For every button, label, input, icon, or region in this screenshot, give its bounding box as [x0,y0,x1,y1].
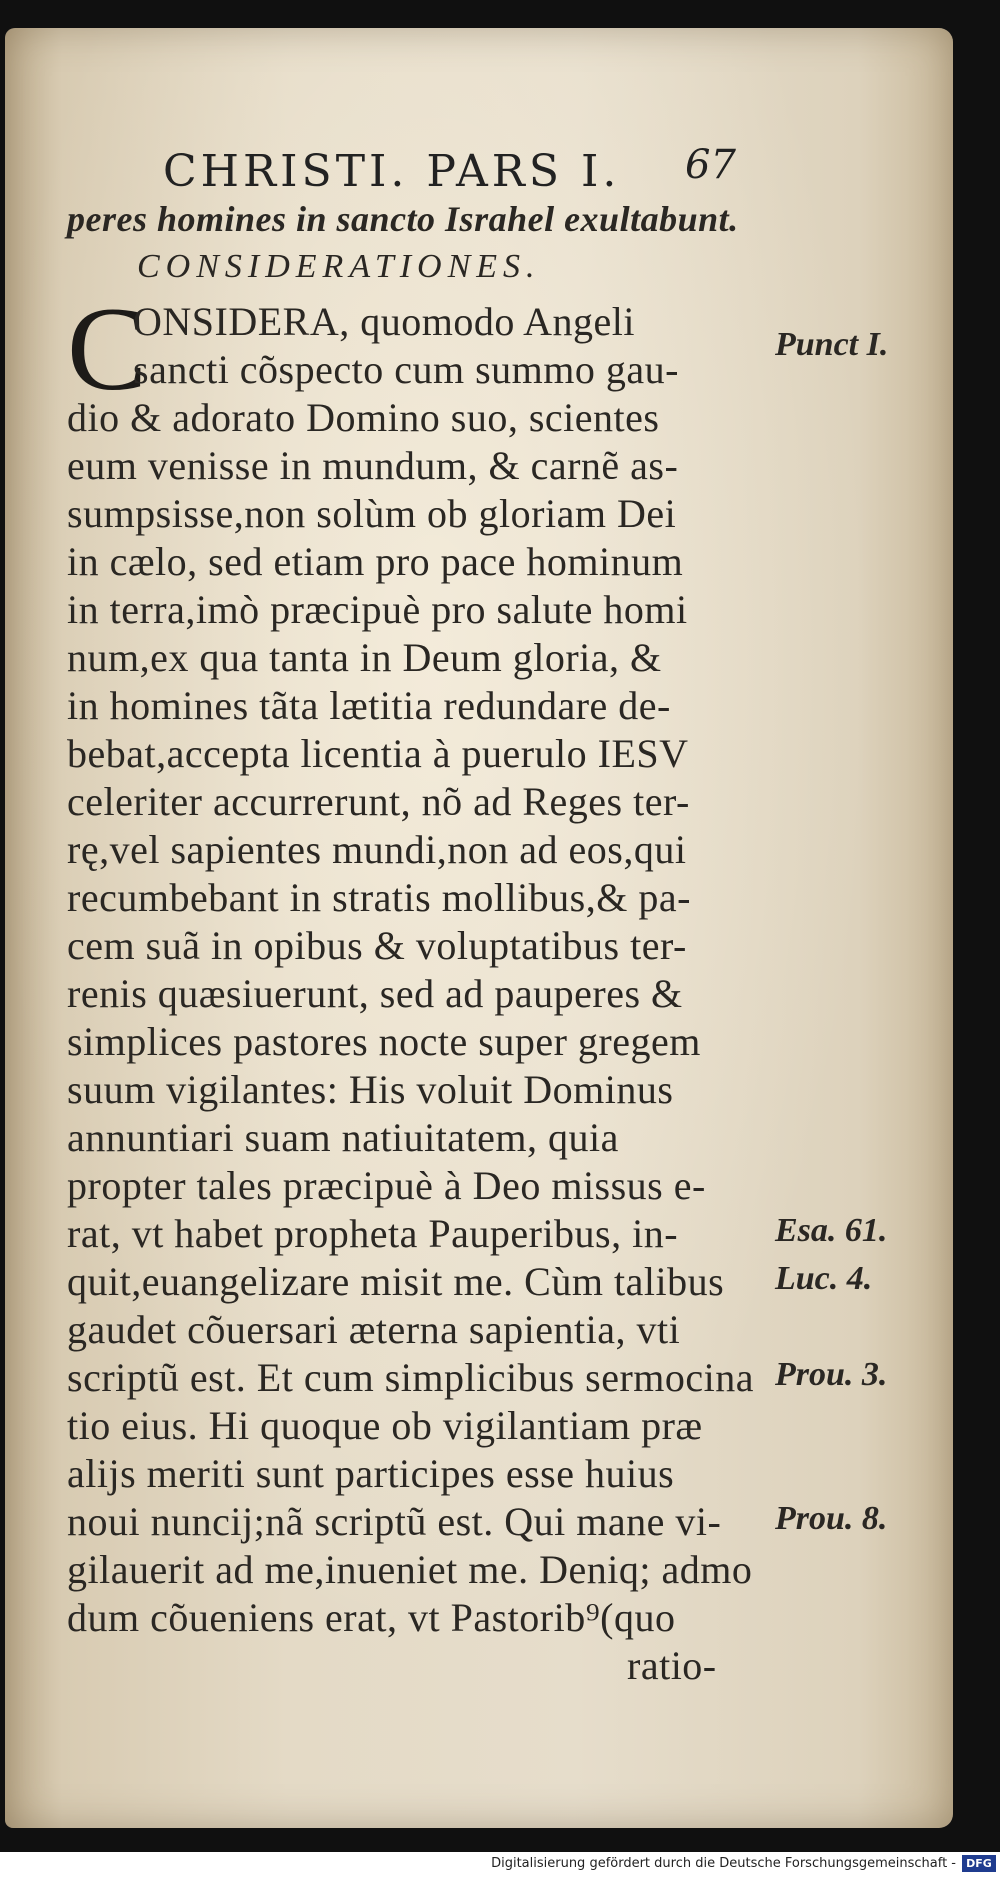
text-line: in cælo, sed etiam pro pace hominum [67,539,684,584]
text-line: quit,euangelizare misit me. Cùm talibus [67,1259,725,1304]
page-number: 67 [685,142,736,188]
running-head: CHRISTI. PARS I. [163,146,621,197]
margin-note: Esa. 61. [775,1212,888,1249]
text-line: peres homines in sancto Israhel exultabunt. [67,199,739,239]
book-page [5,28,953,1828]
footer-credit: Digitalisierung gefördert durch die Deutsche Forschungsgemeinschaft - [491,1856,956,1871]
text-line: sumpsisse,non solùm ob gloriam Dei [67,491,677,536]
text-line: bebat,accepta licentia à puerulo IESV [67,731,689,776]
text-line: alijs meriti sunt participes esse huius [67,1451,675,1496]
margin-note: Luc. 4. [775,1260,873,1297]
text-line: eum venisse in mundum, & carnẽ as- [67,443,679,488]
text-line: celeriter accurrerunt, nõ ad Reges ter- [67,779,690,824]
margin-note: Prou. 8. [775,1500,888,1537]
page-header [155,120,755,200]
margin-notes [775,28,955,1728]
text-line: gilauerit ad me,inueniet me. Deniq; admo [67,1547,753,1592]
drop-cap: C [67,282,148,415]
text-line: suum vigilantes: His voluit Dominus [67,1067,674,1112]
text-line: sancti cõspecto cum summo gau- [133,347,679,392]
dfg-logo: DFG [962,1855,996,1872]
text-line: ONSIDERA, quomodo Angeli [133,299,635,344]
text-line: simplices pastores nocte super gregem [67,1019,701,1064]
text-line: noui nuncij;nã scriptũ est. Qui mane vi- [67,1499,722,1544]
text-line: gaudet cõuersari æterna sapientia, vti [67,1307,681,1352]
margin-note: Prou. 3. [775,1356,888,1393]
footer-bar [0,1852,1000,1877]
catchword: ratio- [627,1643,717,1688]
text-line: dum cõueniens erat, vt Pastorib⁹(quo [67,1595,676,1640]
text-line: annuntiari suam natiuitatem, quia [67,1115,619,1160]
text-line: scriptũ est. Et cum simplicibus sermocina [67,1355,755,1400]
text-line: in homines tãta lætitia redundare de- [67,683,671,728]
text-line: renis quæsiuerunt, sed ad pauperes & [67,971,683,1016]
text-line: tio eius. Hi quoque ob vigilantiam præ [67,1403,703,1448]
text-line: recumbebant in stratis mollibus,& pa- [67,875,691,920]
text-line: rę,vel sapientes mundi,non ad eos,qui [67,827,687,872]
text-line: num,ex qua tanta in Deum gloria, & [67,635,662,680]
text-line: rat, vt habet propheta Pauperibus, in- [67,1211,679,1256]
section-heading: CONSIDERATIONES. [137,248,541,285]
text-line: in terra,imò præcipuè pro salute homi [67,587,688,632]
margin-note: Punct I. [775,326,889,363]
main-text [67,198,767,1698]
text-line: cem suã in opibus & voluptatibus ter- [67,923,687,968]
text-line: propter tales præcipuè à Deo missus e- [67,1163,706,1208]
text-line: dio & adorato Domino suo, scientes [67,395,660,440]
